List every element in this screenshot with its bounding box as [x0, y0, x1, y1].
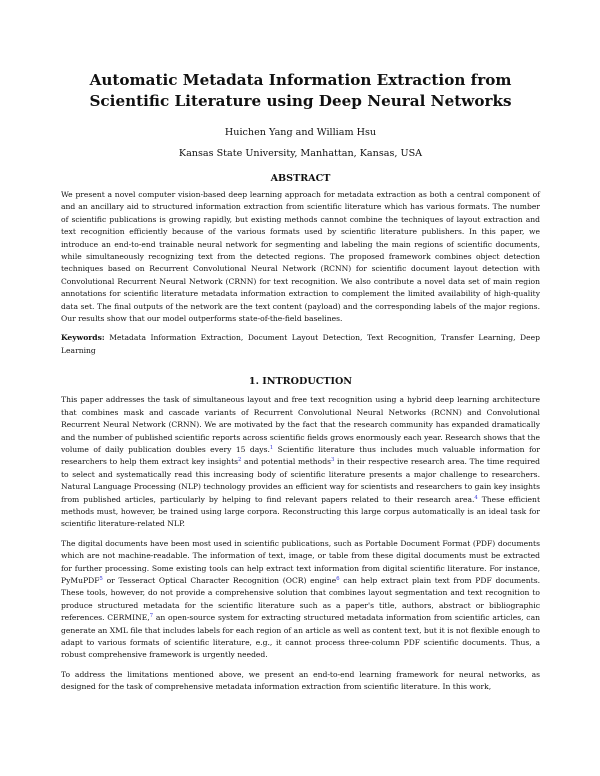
p1-text-b: Scientific literature thus includes much valuable information for researchers to help them extract key insights — [61, 444, 540, 467]
keywords — [61, 332, 540, 357]
p2-text-d: an open-source system for extracting structured metadata information from scientific articles, can generate an XML file that includes labels for each region of an article as well as content text, but it is not flexible enough to adapt to various formats of scientific literature, e.g., it cannot process three-column PDF scientific documents. Thus, a robust comprehensive framework is urgently needed. — [61, 613, 540, 660]
paper-affiliation: Kansas State University, Manhattan, Kansas, USA — [178, 148, 423, 159]
abstract-text: We present a novel computer vision-based deep learning approach for metadata extraction as both a central component of and an ancillary aid to structured information extraction from scientific literature which has various formats. The number of scientific publications is growing rapidly, but existing methods cannot combine the techniques of layout extraction and text recognition efficiently because of the various formats used by scientific literature publishers. In this paper, we introduce an end-to-end trainable neural network for segmenting and labeling the main regions of scientific documents, while simultaneously recognizing text from the detected regions. The proposed framework combines object detection techniques based on Recurrent Convolutional Neural Network (RCNN) for scientific document layout detection with Convolutional Recurrent Neural Network (CRNN) for text recognition. We also contribute a novel data set of main region annotations for scientific literature metadata information extraction to complement the limited availability of high-quality data set. The final outputs of the network are the text content (payload) and the corresponding labels of the major regions. Our results show that our model outperforms state-of-the-field baselines. — [61, 190, 540, 324]
introduction-heading: 1. INTRODUCTION — [248, 376, 353, 388]
footnote-ref-4[interactable]: 4 — [474, 494, 478, 501]
footnote-ref-2[interactable]: 2 — [238, 457, 242, 464]
p1-text-c: and potential methods — [241, 457, 332, 467]
footnote-ref-5[interactable]: 5 — [99, 575, 103, 582]
intro-paragraph-3: To address the limitations mentioned above, we present an end-to-end learning framework for neural networks, as designed for the task of comprehensive metadata information extraction from scientific literature. In this work, — [61, 669, 540, 692]
p2-text-c: can help extract plain text from PDF documents. These tools, however, do not provide a comprehensive solution that combines layout segmentation and text recognition to produce structured metadata for the scientific literature such as a paper's title, authors, abstract or bibliographic references. CERMINE, — [61, 575, 540, 623]
p1-text-a: This paper addresses the task of simultaneous layout and free text recognition using a hybrid deep learning architecture that combines mask and cascade variants of Recurrent Convolutional Neural Networks (RCNN) and Convolutional Recurrent Neural Network (CRNN). We are motivated by the fact that the research community has expanded dramatically and the number of published scientific reports across scientific fields grows enormously each year. Research shows that the volume of daily publication doubles every 15 days. — [61, 395, 540, 454]
p1-text-d: in their respective research area. The time required to select and systematically read this increasing body of scientific literature presents a major challenge to researchers. Natural Language Processing (NLP) technology provides an efficient way for scientists and researchers to gain key insights from published articles, particularly by helping to find relevant papers related to their research area. — [61, 457, 540, 504]
keywords-list: Metadata Information Extraction, Document Layout Detection, Text Recognition, Transfer Learning, Deep Learning — [61, 333, 540, 355]
footnote-ref-1[interactable]: 1 — [269, 444, 274, 451]
p2-text-a: The digital documents have been most used in scientific publications, such as Portable Document Format (PDF) documents which are not machine-readable. The information of text, image, or table from these digital documents must be extracted for further processing. Some existing tools can help extract text information from digital scientific literature. For instance, PyMuPDF — [61, 538, 540, 585]
footnote-ref-7[interactable]: 7 — [149, 613, 154, 620]
footnote-ref-6[interactable]: 6 — [336, 575, 340, 582]
keywords-label: Keywords: — [61, 333, 105, 343]
intro-paragraph-1 — [61, 394, 540, 530]
paper-title: Automatic Metadata Information Extraction from Scientific Literature using Deep Neural Networks — [89, 71, 512, 110]
abstract-heading: ABSTRACT — [270, 173, 331, 184]
footnote-ref-3[interactable]: 3 — [331, 457, 335, 464]
p1-text-e: These efficient methods must, however, be trained using large corpora. Reconstructing this large corpus automatically is an ideal task for scientific literature-related NLP. — [61, 494, 540, 529]
intro-paragraph-2 — [61, 538, 540, 662]
paper-authors: Huichen Yang and William Hsu — [224, 127, 377, 138]
p2-text-b: or Tesseract Optical Character Recognition (OCR) engine — [102, 575, 337, 585]
